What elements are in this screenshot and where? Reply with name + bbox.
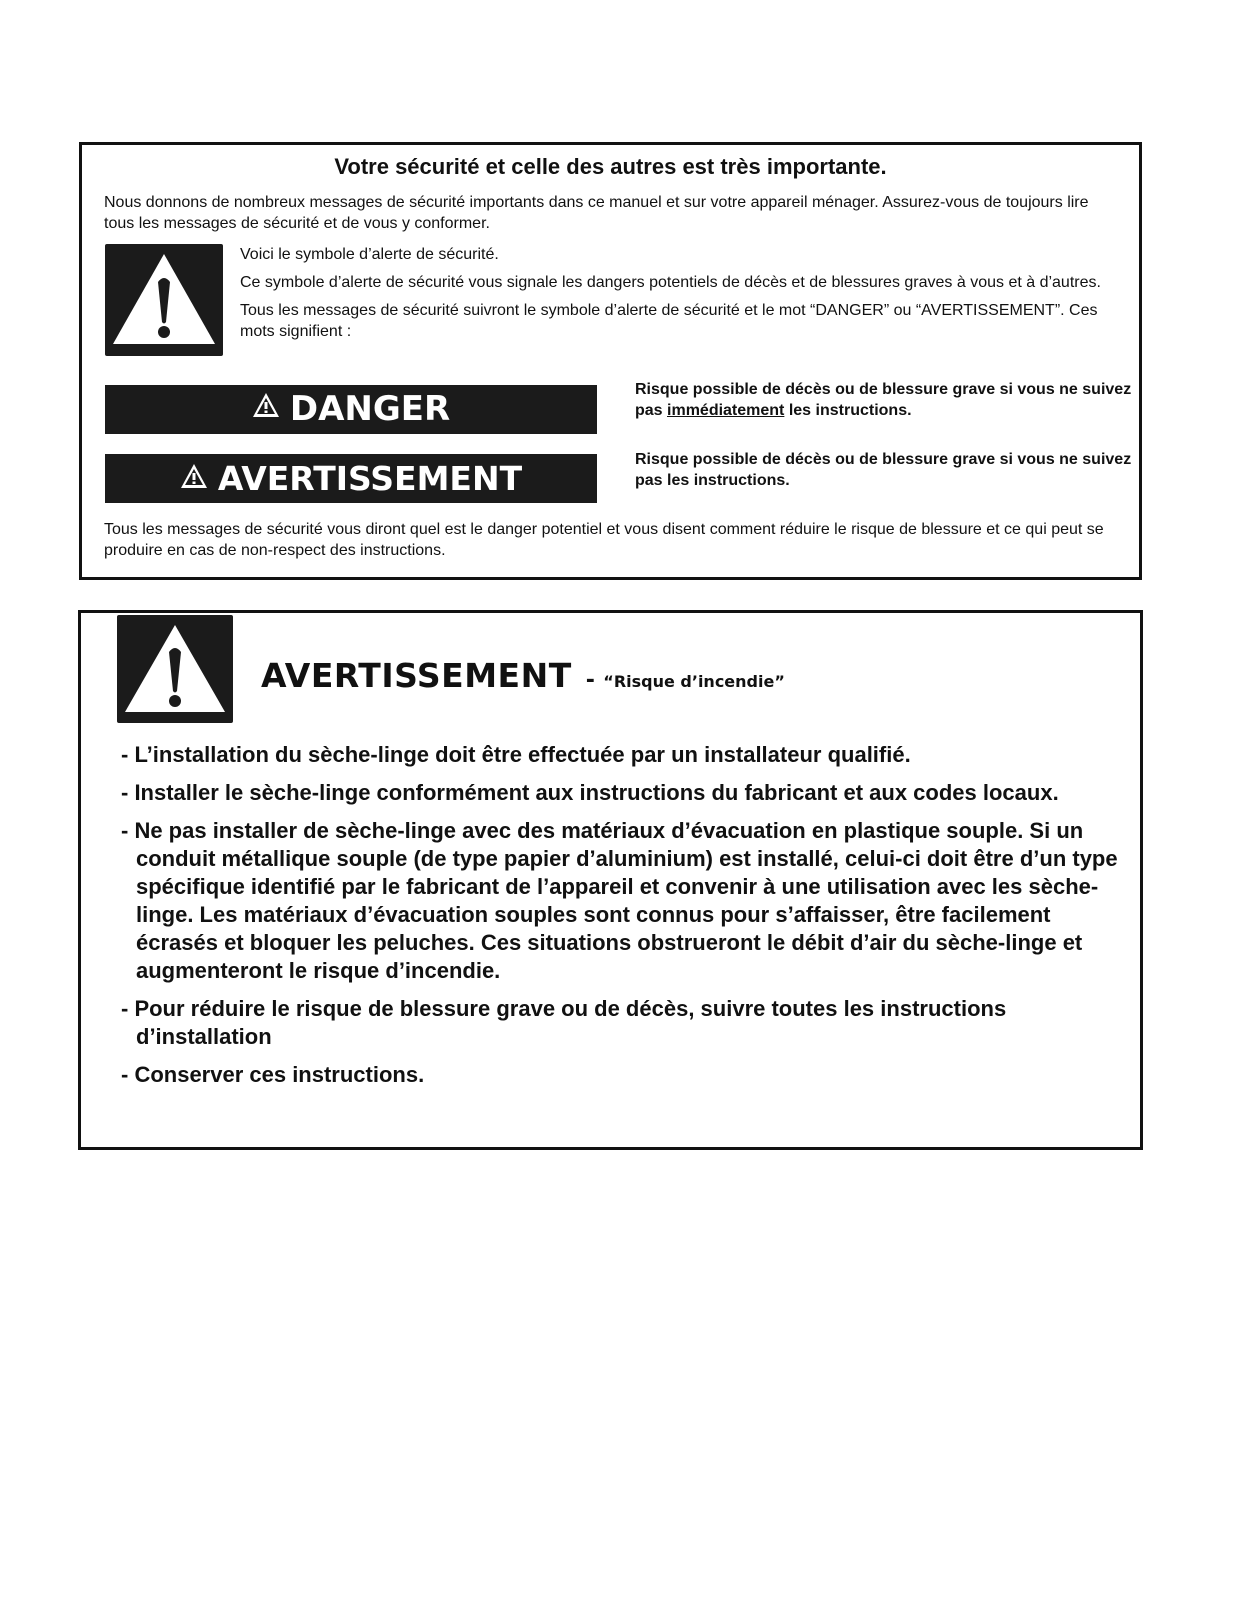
danger-desc-part1: Risque possible de décès ou de blessure grave si vous ne suivez pas bbox=[635, 381, 1132, 419]
fire-warning-list bbox=[121, 741, 1136, 1099]
warning-triangle-icon bbox=[180, 453, 208, 502]
danger-banner bbox=[105, 385, 597, 434]
safety-info-box bbox=[79, 142, 1142, 580]
symbol-line-1: Voici le symbole d’alerte de sécurité. bbox=[240, 246, 499, 263]
safety-intro: Nous donnons de nombreux messages de sécurité importants dans ce manuel et sur votre appareil ménager. Assurez-vous de toujours lire tous les messages de sécurité et de vous y conformer. bbox=[104, 194, 1089, 232]
fire-warning-title bbox=[261, 656, 785, 695]
warning-description: Risque possible de décès ou de blessure grave si vous ne suivez pas les instructions. bbox=[635, 451, 1132, 489]
safety-symbol-texts bbox=[240, 244, 1120, 349]
symbol-line-3: Tous les messages de sécurité suivront le symbole d’alerte de sécurité et le mot “DANGER” ou “AVERTISSEMENT”. Ces mots signifient : bbox=[240, 302, 1098, 340]
list-item: - Pour réduire le risque de blessure grave ou de décès, suivre toutes les instructions d’installation bbox=[121, 996, 1007, 1049]
danger-desc-part2: les instructions. bbox=[784, 402, 912, 419]
symbol-line-2: Ce symbole d’alerte de sécurité vous signale les dangers potentiels de décès et de blessures graves à vous et à d’autres. bbox=[240, 274, 1101, 291]
list-item: - Conserver ces instructions. bbox=[121, 1062, 425, 1087]
list-item: - Ne pas installer de sèche-linge avec des matériaux d’évacuation en plastique souple. Si un conduit métallique souple (de type papier d’aluminium) est installé, celui-ci doit être d’un type spécifique identifié par le fabricant de l’appareil et convenir à une utilisation avec les sèche-linge. Les matériaux d’évacuation souples sont connus pour s’affaisser, être facilement écrasés et bloquer les peluches. Ces situations obstrueront le débit d’air du sèche-linge et augmenteront le risque d’incendie. bbox=[121, 818, 1118, 983]
fire-warning-dash: - bbox=[585, 668, 595, 693]
fire-warning-heading: AVERTISSEMENT bbox=[261, 656, 572, 695]
fire-warning-box bbox=[78, 610, 1143, 1150]
danger-description bbox=[635, 379, 1135, 421]
safety-outro: Tous les messages de sécurité vous diront quel est le danger potentiel et vous disent comment réduire le risque de blessure et ce qui peut se produire en cas de non-respect des instructions. bbox=[104, 521, 1104, 559]
warning-banner bbox=[105, 454, 597, 503]
warning-triangle-icon bbox=[252, 383, 280, 432]
warning-label: AVERTISSEMENT bbox=[217, 459, 523, 498]
safety-alert-icon bbox=[105, 244, 223, 356]
safety-title: Votre sécurité et celle des autres est très importante. bbox=[334, 154, 887, 179]
list-item: - L’installation du sèche-linge doit être effectuée par un installateur qualifié. bbox=[121, 742, 911, 767]
list-item: - Installer le sèche-linge conformément aux instructions du fabricant et aux codes locaux. bbox=[121, 780, 1059, 805]
safety-alert-icon bbox=[117, 615, 233, 723]
danger-desc-underline: immédiatement bbox=[667, 402, 785, 419]
fire-warning-subtitle: “Risque d’incendie” bbox=[603, 672, 785, 691]
danger-label: DANGER bbox=[289, 389, 451, 429]
